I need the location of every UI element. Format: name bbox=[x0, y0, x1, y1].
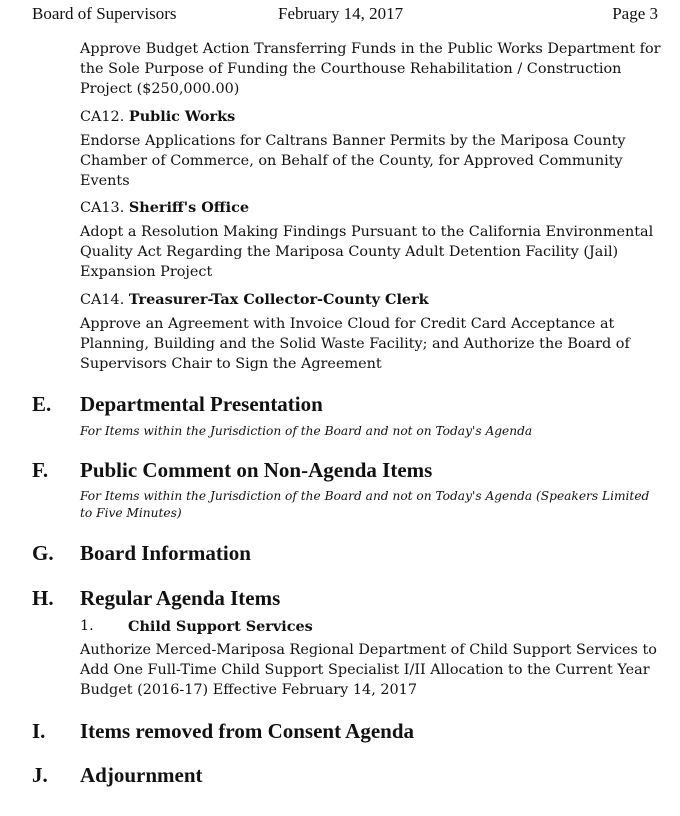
section-letter: I. bbox=[32, 719, 46, 743]
section-letter: G. bbox=[32, 541, 54, 565]
header-board-name: Board of Supervisors bbox=[32, 4, 177, 23]
section-title: Public Comment on Non-Agenda Items bbox=[80, 458, 433, 482]
consent-item-heading bbox=[80, 198, 249, 218]
item-code: CA12. bbox=[80, 109, 125, 125]
item-title: Sheriff's Office bbox=[128, 199, 249, 216]
item-description: Approve Budget Action Transferring Funds in the Public Works Department for the Sole Purpose of Funding the Courthouse Rehabilitation / Construction Project ($250,000.00) bbox=[80, 41, 661, 97]
section-letter: H. bbox=[32, 586, 54, 610]
item-number: 1. bbox=[80, 618, 94, 634]
item-title: Treasurer-Tax Collector-County Clerk bbox=[128, 291, 429, 308]
section-letter: J. bbox=[32, 763, 48, 787]
header-page-number: Page 3 bbox=[612, 4, 658, 23]
item-description: Approve an Agreement with Invoice Cloud for Credit Card Acceptance at Planning, Building and the Solid Waste Facility; and Authorize the Board of Supervisors Chair to Sign the Agreement bbox=[80, 316, 630, 372]
item-code: CA14. bbox=[80, 292, 125, 308]
item-title: Public Works bbox=[128, 108, 236, 125]
section-letter: F. bbox=[32, 458, 49, 482]
section-letter: E. bbox=[32, 392, 52, 416]
item-description: Authorize Merced-Mariposa Regional Department of Child Support Services to Add One Full-Time Child Support Specialist I/II Allocation to the Current Year Budget (2016-17) Effective February 14, 2017 bbox=[80, 642, 657, 698]
item-code: CA13. bbox=[80, 200, 125, 216]
consent-item-heading bbox=[80, 107, 235, 127]
section-note: For Items within the Jurisdiction of the Board and not on Today's Agenda (Speakers Limited to Five Minutes) bbox=[80, 489, 650, 520]
item-title: Child Support Services bbox=[128, 618, 313, 635]
section-title: Items removed from Consent Agenda bbox=[80, 719, 415, 743]
section-title: Adjournment bbox=[80, 763, 203, 787]
item-description: Endorse Applications for Caltrans Banner Permits by the Mariposa County Chamber of Commerce, on Behalf of the County, for Approved Community Events bbox=[80, 133, 626, 189]
consent-item-heading bbox=[80, 290, 429, 310]
section-title: Departmental Presentation bbox=[80, 392, 323, 416]
page-header bbox=[32, 4, 658, 24]
section-title: Board Information bbox=[80, 541, 251, 565]
section-note: For Items within the Jurisdiction of the Board and not on Today's Agenda bbox=[80, 424, 533, 438]
section-title: Regular Agenda Items bbox=[80, 586, 281, 610]
header-date: February 14, 2017 bbox=[278, 4, 404, 23]
item-description: Adopt a Resolution Making Findings Pursuant to the California Environmental Quality Act Regarding the Mariposa County Adult Detention Facility (Jail) Expansion Project bbox=[80, 224, 654, 280]
